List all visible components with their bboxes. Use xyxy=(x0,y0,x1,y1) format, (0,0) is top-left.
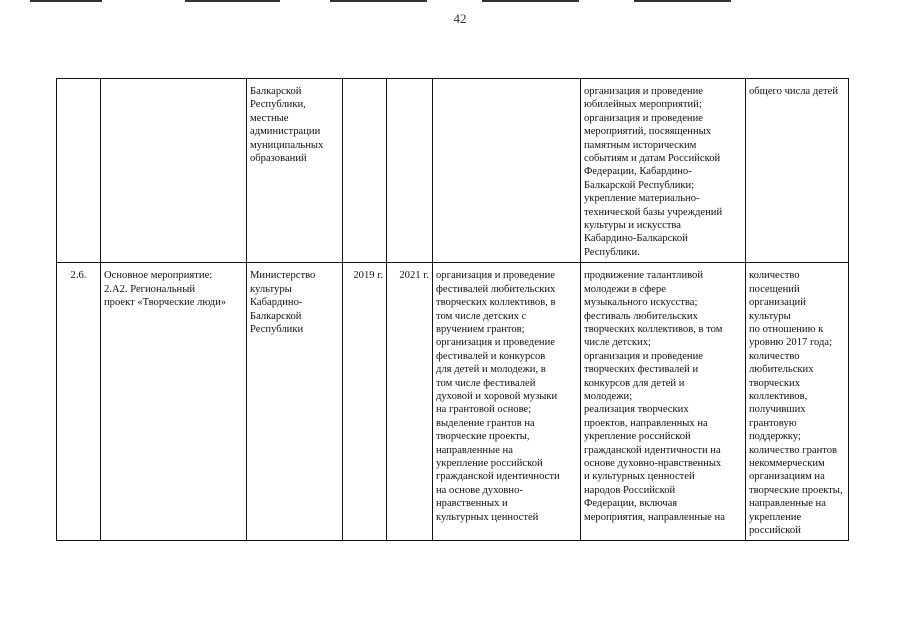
end-year-cell xyxy=(387,79,433,263)
results-cell: организация и проведение юбилейных мероприятий; организация и проведение мероприятий, посвященных памятным историческим событиям и датам Российской Федерации, Кабардино- Балкарской Республики; укрепление материально- технической базы учреждений культуры и искусства Кабардино-Балкарской Республики. xyxy=(581,79,746,263)
program-table xyxy=(56,78,849,541)
end-year-cell: 2021 г. xyxy=(387,263,433,541)
results-cell: продвижение талантливой молодежи в сфере музыкального искусства; фестиваль любительских творческих коллективов, в том числе детских; организация и проведение творческих фестивалей и конкурсов для детей и молодежи; реализация творческих проектов, направленных на укрепление российской гражданской идентичности на основе духовно-нравственных и культурных ценностей народов Российской Федерации, включая мероприятия, направленные на xyxy=(581,263,746,541)
start-year-cell xyxy=(343,79,387,263)
executor-cell: Министерство культуры Кабардино- Балкарской Республики xyxy=(247,263,343,541)
content-cell xyxy=(433,79,581,263)
start-year-cell: 2019 г. xyxy=(343,263,387,541)
content-cell: организация и проведение фестивалей любительских творческих коллективов, в том числе детских с вручением грантов; организация и проведение фестивалей и конкурсов для детей и молодежи, в том числе фестивалей духовой и хоровой музыки на грантовой основе; выделение грантов на творческие проекты, направленные на укрепление российской гражданской идентичности на основе духовно- нравственных и культурных ценностей xyxy=(433,263,581,541)
scan-edge-line xyxy=(482,0,579,2)
event-name-cell xyxy=(101,79,247,263)
table-row xyxy=(57,79,849,263)
executor-cell: Балкарской Республики, местные администрации муниципальных образований xyxy=(247,79,343,263)
page-number: 42 xyxy=(453,11,467,26)
scan-edge-line xyxy=(634,0,731,2)
indicators-cell: общего числа детей xyxy=(746,79,849,263)
event-name-cell: Основное мероприятие: 2.А2. Региональный проект «Творческие люди» xyxy=(101,263,247,541)
scan-edge-line xyxy=(30,0,102,2)
scan-edge-line xyxy=(330,0,427,2)
table-row xyxy=(57,263,849,541)
row-number-cell: 2.6. xyxy=(57,263,101,541)
indicators-cell: количество посещений организаций культуры по отношению к уровню 2017 года; количество любительских творческих коллективов, получивших грантовую поддержку; количество грантов некоммерческим организациям на творческие проекты, направленные на укрепление российской xyxy=(746,263,849,541)
row-number-cell xyxy=(57,79,101,263)
scan-edge-line xyxy=(185,0,280,2)
